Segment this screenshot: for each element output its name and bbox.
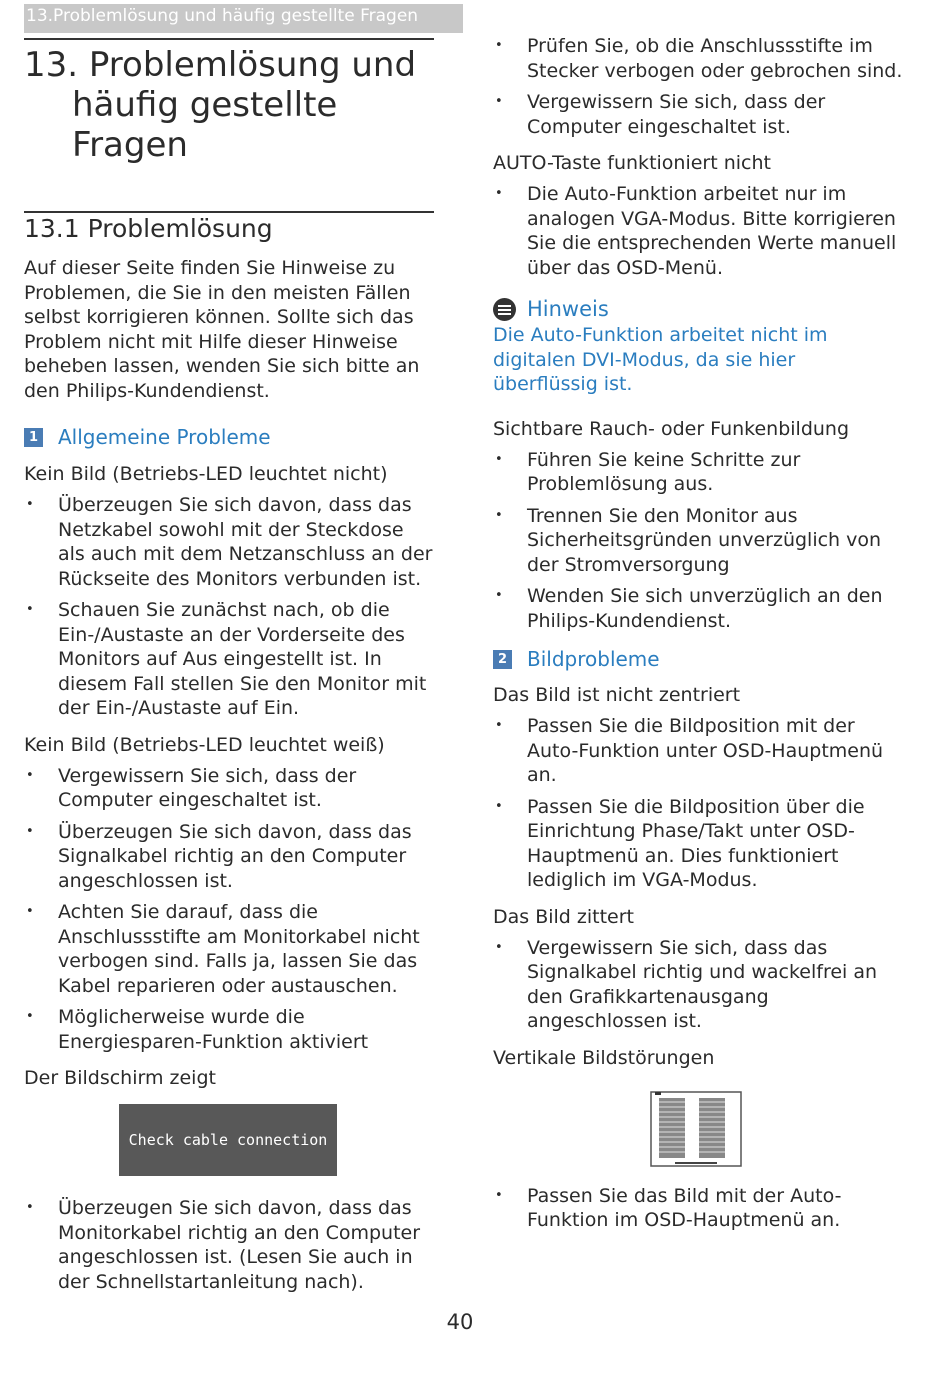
- list-item: • Vergewissern Sie sich, dass das Signalkabel richtig und wackelfrei an den Grafikkartenausgang angeschlossen ist.: [493, 936, 903, 1034]
- list-item: • Prüfen Sie, ob die Anschlussstifte im Stecker verbogen oder gebrochen sind.: [493, 34, 903, 83]
- list-item: • Schauen Sie zunächst nach, ob die Ein-/Austaste an der Vorderseite des Monitors auf Aus eingestellt ist. In diesem Fall stellen Sie den Monitor mit der Ein-/Austaste auf Ein.: [24, 598, 434, 721]
- osd-message-box: [119, 1104, 337, 1176]
- subhead-number-badge: 2: [493, 650, 512, 669]
- list-item: • Überzeugen Sie sich davon, dass das Netzkabel sowohl mit der Steckdose als auch mit dem Netzanschluss an der Rückseite des Monitors verbunden ist.: [24, 493, 434, 591]
- list-item: • Achten Sie darauf, dass die Anschlussstifte am Monitorkabel nicht verbogen sind. Falls ja, lassen Sie das Kabel reparieren oder austauschen.: [24, 900, 434, 998]
- right-column: [493, 34, 903, 1233]
- note-block: [493, 296, 903, 397]
- list-screen-shows: [24, 1196, 434, 1294]
- chapter-title: [24, 45, 434, 165]
- running-header: 13.Problemlösung und häufig gestellte Fragen: [24, 4, 463, 33]
- list-no-image-led-white: [24, 764, 434, 1055]
- list-item: • Überzeugen Sie sich davon, dass das Monitorkabel richtig an den Computer angeschlossen ist. (Lesen Sie auch in der Schnellstartanleitung nach).: [24, 1196, 434, 1294]
- note-text: Die Auto-Funktion arbeitet nicht im digitalen DVI-Modus, da sie hier überflüssig ist.: [493, 324, 828, 395]
- osd-message-text: Check cable connection: [128, 1131, 328, 1149]
- list-auto-button: [493, 182, 903, 280]
- list-item: • Vergewissern Sie sich, dass der Computer eingeschaltet ist.: [493, 90, 903, 139]
- section-rule: [24, 211, 434, 213]
- heading-no-image-led-white: Kein Bild (Betriebs-LED leuchtet weiß): [24, 733, 385, 756]
- note-icon: [493, 298, 516, 321]
- list-item: • Überzeugen Sie sich davon, dass das Signalkabel richtig an den Computer angeschlossen ist.: [24, 820, 434, 894]
- subhead-general-problems: [24, 425, 434, 449]
- vertical-noise-screen-thumbnail: [649, 1090, 743, 1170]
- list-item: • Passen Sie die Bildposition mit der Auto-Funktion unter OSD-Hauptmenü an.: [493, 714, 903, 788]
- section-intro: Auf dieser Seite finden Sie Hinweise zu Problemen, die Sie in den meisten Fällen selbst korrigieren können. Sollte sich das Problem nicht mit Hilfe dieser Hinweise beheben lassen, wenden Sie sich bitte an den Philips-Kundendienst.: [24, 257, 420, 402]
- list-item: • Die Auto-Funktion arbeitet nur im analogen VGA-Modus. Bitte korrigieren Sie die entsprechenden Werte manuell über das OSD-Menü.: [493, 182, 903, 280]
- section-title: 13.1 Problemlösung: [24, 214, 273, 243]
- page-number: 40: [446, 1310, 474, 1334]
- list-item: • Führen Sie keine Schritte zur Problemlösung aus.: [493, 448, 903, 497]
- list-item: • Vergewissern Sie sich, dass der Computer eingeschaltet ist.: [24, 764, 434, 813]
- list-item: • Passen Sie die Bildposition über die Einrichtung Phase/Takt unter OSD-Hauptmenü an. Dies funktioniert lediglich im VGA-Modus.: [493, 795, 903, 893]
- list-item: • Trennen Sie den Monitor aus Sicherheitsgründen unverzüglich von der Stromversorgung: [493, 504, 903, 578]
- list-no-image-led-off: [24, 493, 434, 721]
- list-vertical-noise: [493, 1184, 903, 1233]
- list-image-not-centered: [493, 714, 903, 893]
- heading-no-image-led-off: Kein Bild (Betriebs-LED leuchtet nicht): [24, 463, 388, 485]
- list-image-flicker: [493, 936, 903, 1034]
- list-item: • Wenden Sie sich unverzüglich an den Philips-Kundendienst.: [493, 584, 903, 633]
- heading-image-flicker: Das Bild zittert: [493, 905, 635, 928]
- heading-screen-shows: Der Bildschirm zeigt: [24, 1067, 216, 1089]
- chapter-number: 13.: [24, 45, 79, 85]
- subhead-label: Bildprobleme: [527, 647, 660, 671]
- heading-vertical-noise: Vertikale Bildstörungen: [493, 1046, 715, 1069]
- monitor-noise-illustration: [649, 1090, 743, 1170]
- heading-image-not-centered: Das Bild ist nicht zentriert: [493, 684, 741, 706]
- note-label: Hinweis: [527, 297, 609, 321]
- note-header: [493, 296, 903, 322]
- heading-smoke-sparks: Sichtbare Rauch- oder Funkenbildung: [493, 417, 850, 440]
- list-screen-shows-continued: [493, 34, 903, 139]
- chapter-title-text: Problemlösung und häufig gestellte Fragen: [72, 45, 417, 165]
- heading-auto-button: AUTO-Taste funktioniert nicht: [493, 152, 771, 174]
- list-item: • Möglicherweise wurde die Energiesparen-Funktion aktiviert: [24, 1005, 434, 1054]
- list-smoke-sparks: [493, 448, 903, 634]
- subhead-image-problems: [493, 647, 903, 671]
- subhead-label: Allgemeine Probleme: [58, 425, 271, 449]
- left-column: [24, 38, 434, 1294]
- list-item: • Passen Sie das Bild mit der Auto-Funktion im OSD-Hauptmenü an.: [493, 1184, 903, 1233]
- subhead-number-badge: 1: [24, 428, 43, 447]
- chapter-rule: [24, 38, 434, 40]
